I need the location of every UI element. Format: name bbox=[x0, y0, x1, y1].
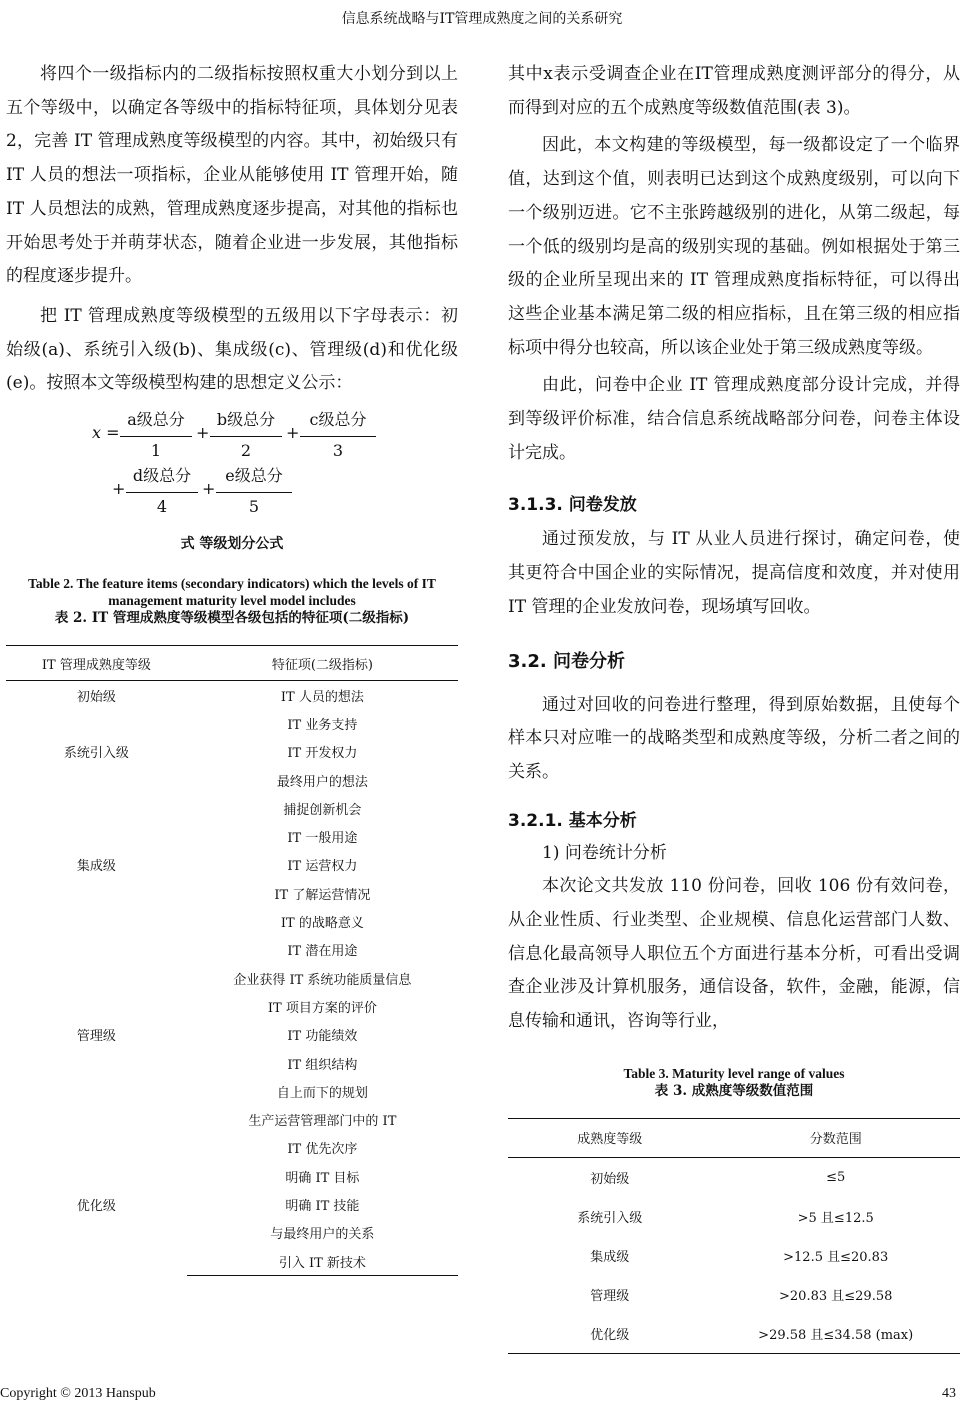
item-cell: 明确 IT 技能 bbox=[285, 1199, 360, 1215]
section-heading: 3.2.1. 基本分析 bbox=[508, 810, 637, 831]
formula-caption: 式 等级划分公式 bbox=[180, 536, 284, 553]
level-cell: 系统引入级 bbox=[63, 746, 129, 762]
table-row: 系统引入级 >5 且≤12.5 bbox=[577, 1210, 874, 1226]
paragraph: 通过预发放，与 IT 从业人员进行探讨，确定问卷，使其更符合中国企业的实际情况，提高信度和效度，并对使用 IT 管理的企业发放问卷，现场填写回收。 bbox=[508, 529, 960, 617]
table-header: 分数范围 bbox=[711, 1118, 960, 1157]
item-cell: IT 的战略意义 bbox=[280, 916, 364, 932]
item-cell: IT 业务支持 bbox=[287, 717, 358, 733]
paragraph: 由此，问卷中企业 IT 管理成熟度部分设计完成，并得到等级评价标准，结合信息系统战略部分问卷，问卷主体设计完成。 bbox=[508, 375, 960, 463]
table-header: IT 管理成熟度等级 bbox=[6, 646, 187, 681]
formula-plus: + bbox=[202, 479, 216, 499]
item-cell: IT 潜在用途 bbox=[287, 944, 358, 960]
item-cell: 最终用户的想法 bbox=[276, 774, 368, 790]
item-cell: IT 人员的想法 bbox=[280, 689, 364, 705]
page-number: 43 bbox=[942, 1386, 956, 1401]
left-column bbox=[6, 58, 458, 1276]
item-cell: 明确 IT 目标 bbox=[285, 1170, 360, 1186]
item-cell: IT 一般用途 bbox=[287, 831, 358, 847]
paragraph: 因此，本文构建的等级模型，每一级都设定了一个临界值，达到这个值，则表明已达到这个成熟度级别，可以向下一个级别迈进。它不主张跨越级别的进化，从第二级起，每一个低的级别均是高的级别实现的基础。例如根据处于第三级的企业所呈现出来的 IT 管理成熟度指标特征，可以得出这些企业基本满足第二级的相应指标，且在第三级的相应指标项中得分也较高，所以该企业处于第三级成熟度等级。 bbox=[508, 135, 960, 358]
formula bbox=[6, 405, 458, 523]
item-cell: 自上而下的规划 bbox=[276, 1085, 368, 1101]
formula-plus: + bbox=[286, 423, 300, 443]
item-cell: 生产运营管理部门中的 IT bbox=[248, 1114, 397, 1130]
table2-caption: Table 2. The feature items (secondary indicators) which the levels of IT management maturity level model includes 表 2. IT 管理成熟度等级模型各级包括的特征项(二级指标) bbox=[28, 576, 436, 627]
formula-plus: + bbox=[196, 423, 210, 443]
table-3 bbox=[508, 1118, 960, 1354]
level-cell: 集成级 bbox=[76, 859, 116, 875]
item-cell: IT 优先次序 bbox=[287, 1142, 358, 1158]
formula-term: c级总分 3 bbox=[300, 407, 376, 460]
paragraph: 将四个一级指标内的二级指标按照权重大小划分到以上五个等级中，以确定各等级中的指标特征项，具体划分见表 2，完善 IT 管理成熟度等级模型的内容。其中，初始级只有 IT 人员的想法一项指标，企业从能够使用 IT 管理开始，随 IT 人员想法的成熟，管理成熟度逐步提高，对其他的指标也开始思考处于并萌芽状态，随着企业进一步发展，其他指标的程度逐步提升。 bbox=[6, 64, 458, 287]
level-cell: 初始级 bbox=[76, 689, 116, 705]
section-heading: 3.1.3. 问卷发放 bbox=[508, 495, 637, 516]
running-header: 信息系统战略与IT管理成熟度之间的关系研究 bbox=[341, 11, 623, 27]
item-cell: IT 开发权力 bbox=[287, 746, 358, 762]
table3-caption: Table 3. Maturity level range of values 表 3. 成熟度等级数值范围 bbox=[623, 1065, 845, 1099]
table-2 bbox=[6, 645, 458, 1276]
table-row: 初始级 ≤5 bbox=[590, 1169, 846, 1187]
item-cell: 引入 IT 新技术 bbox=[187, 1247, 458, 1276]
table-row: 管理级 >20.83 且≤29.58 bbox=[590, 1288, 893, 1304]
paragraph: 通过对回收的问卷进行整理，得到原始数据，且使每个样本只对应唯一的战略类型和成熟度等级，分析二者之间的关系。 bbox=[508, 694, 960, 782]
formula-term: d级总分 4 bbox=[126, 463, 198, 516]
right-column bbox=[508, 58, 960, 1354]
level-cell: 管理级 bbox=[76, 1029, 116, 1045]
formula-plus: + bbox=[112, 479, 126, 499]
formula-term: a级总分 1 bbox=[120, 407, 192, 460]
item-cell: 与最终用户的关系 bbox=[270, 1227, 375, 1243]
formula-term: b级总分 2 bbox=[210, 407, 282, 460]
item-cell: 企业获得 IT 系统功能质量信息 bbox=[233, 972, 412, 988]
paragraph: 把 IT 管理成熟度等级模型的五级用以下字母表示：初始级(a)、系统引入级(b)、集成级(c)、管理级(d)和优化级(e)。按照本文等级模型构建的思想定义公示： bbox=[6, 305, 458, 394]
item-cell: IT 项目方案的评价 bbox=[267, 1000, 377, 1016]
formula-lhs: x = bbox=[92, 423, 120, 443]
paragraph: 其中x表示受调查企业在IT管理成熟度测评部分的得分，从而得到对应的五个成熟度等级数值范围(表 3)。 bbox=[508, 64, 960, 118]
item-cell: 捕捉创新机会 bbox=[283, 802, 362, 818]
paragraph: 1) 问卷统计分析 bbox=[542, 842, 667, 863]
item-cell: IT 组织结构 bbox=[287, 1057, 358, 1073]
formula-term: e级总分 5 bbox=[216, 463, 292, 516]
copyright: Copyright © 2013 Hanspub bbox=[0, 1386, 156, 1401]
table-row: 优化级 >29.58 且≤34.58 (max) bbox=[508, 1314, 960, 1354]
item-cell: IT 了解运营情况 bbox=[274, 887, 371, 903]
section-heading: 3.2. 问卷分析 bbox=[508, 650, 625, 672]
table-row: 集成级 >12.5 且≤20.83 bbox=[590, 1249, 889, 1265]
paragraph: 本次论文共发放 110 份问卷，回收 106 份有效问卷，从企业性质、行业类型、企业规模、信息化运营部门人数、信息化最高领导人职位五个方面进行基本分析，可看出受调查企业涉及计算机服务，通信设备，软件，金融，能源，信息传输和通讯，咨询等行业， bbox=[508, 876, 960, 1032]
item-cell: IT 运营权力 bbox=[287, 859, 358, 875]
level-cell: 优化级 bbox=[76, 1199, 116, 1215]
item-cell: IT 功能绩效 bbox=[287, 1029, 358, 1045]
table-header: 特征项(二级指标) bbox=[187, 646, 458, 681]
table-header: 成熟度等级 bbox=[508, 1118, 711, 1157]
